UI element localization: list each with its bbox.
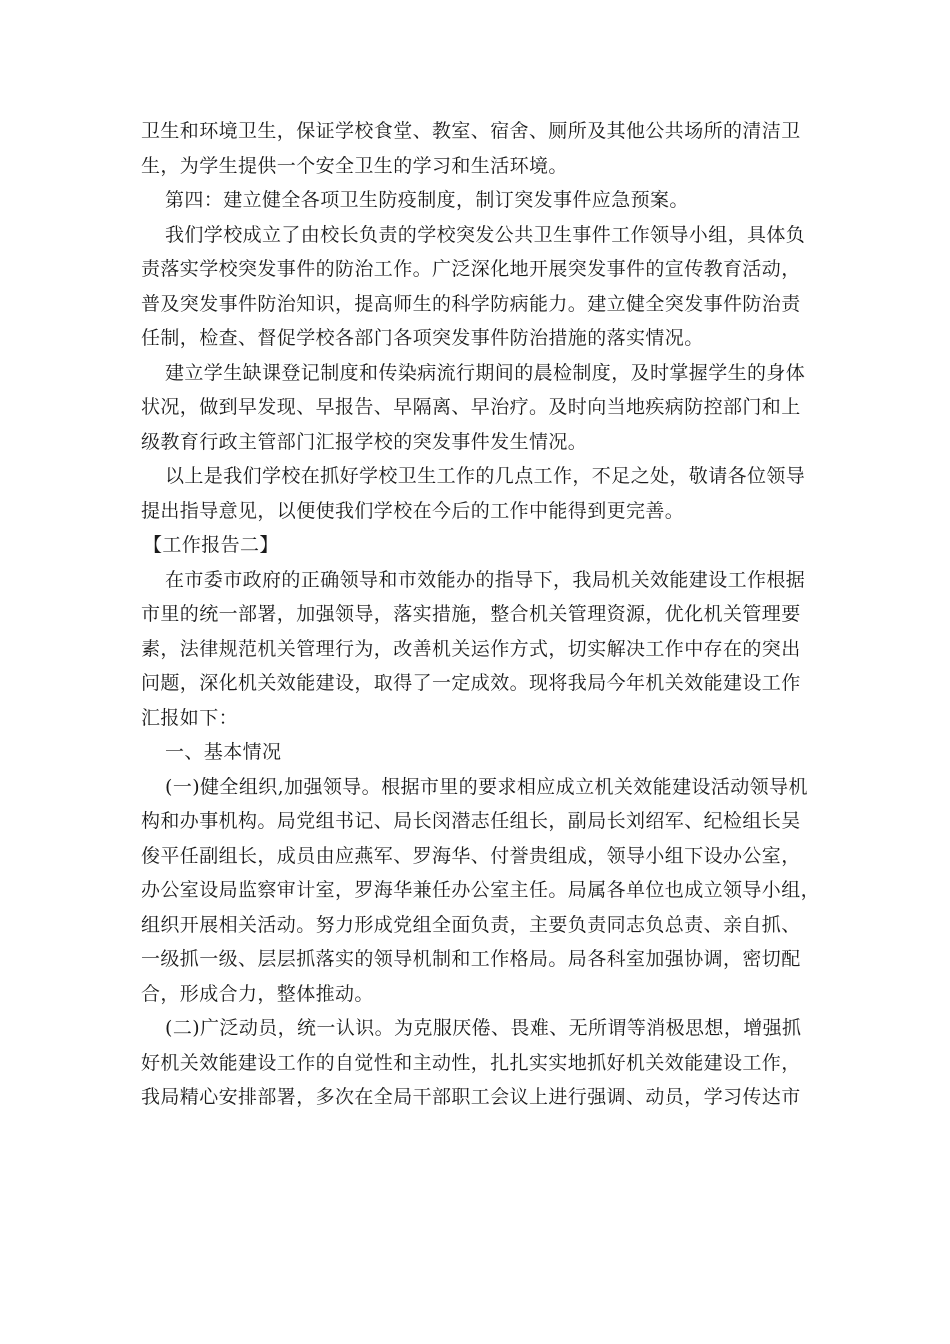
text-line: 任制，检查、督促学校各部门各项突发事件防治措施的落实情况。 bbox=[141, 327, 704, 349]
text-line: 合，形成合力，整体推动。 bbox=[141, 982, 374, 1005]
text-line: 汇报如下： bbox=[141, 706, 239, 729]
section-heading: 一、基本情况 bbox=[165, 741, 282, 763]
paragraph-start: (一)健全组织,加强领导。根据市里的要求相应成立机关效能建设活动领导机 bbox=[165, 775, 808, 798]
text-line: 俊平任副组长，成员由应燕军、罗海华、付誉贵组成，领导小组下设办公室， bbox=[141, 844, 801, 867]
text-line: 我局精心安排部署，多次在全局干部职工会议上进行强调、动员，学习传达市 bbox=[141, 1086, 801, 1108]
text-line: 状况，做到早发现、早报告、早隔离、早治疗。及时向当地疾病防控部门和上 bbox=[141, 396, 801, 418]
text-line: 提出指导意见，以便使我们学校在今后的工作中能得到更完善。 bbox=[141, 499, 685, 522]
text-line: 素，法律规范机关管理行为，改善机关运作方式，切实解决工作中存在的突出 bbox=[141, 637, 801, 660]
text-line: 市里的统一部署，加强领导，落实措施，整合机关管理资源，优化机关管理要 bbox=[141, 603, 801, 625]
text-line: 生，为学生提供一个安全卫生的学习和生活环境。 bbox=[141, 154, 568, 177]
paragraph-start: (二)广泛动员，统一认识。为克服厌倦、畏难、无所谓等消极思想，增强抓 bbox=[165, 1017, 802, 1039]
paragraph-start: 我们学校成立了由校长负责的学校突发公共卫生事件工作领导小组，具体负 bbox=[165, 223, 806, 246]
text-line: 问题，深化机关效能建设，取得了一定成效。现将我局今年机关效能建设工作 bbox=[141, 672, 801, 694]
text-line: 办公室设局监察审计室，罗海华兼任办公室主任。局属各单位也成立领导小组， bbox=[141, 879, 821, 901]
paragraph-start: 在市委市政府的正确领导和市效能办的指导下，我局机关效能建设工作根据 bbox=[165, 568, 806, 591]
text-line: 好机关效能建设工作的自觉性和主动性，扎扎实实地抓好机关效能建设工作， bbox=[141, 1051, 801, 1074]
text-line: 构和办事机构。局党组书记、局长闵潜志任组长，副局长刘绍军、纪检组长吴 bbox=[141, 810, 801, 832]
text-line: 组织开展相关活动。努力形成党组全面负责，主要负责同志负总责、亲自抓、 bbox=[141, 913, 801, 936]
paragraph-start: 以上是我们学校在抓好学校卫生工作的几点工作，不足之处，敬请各位领导 bbox=[165, 465, 806, 487]
text-line: 责落实学校突发事件的防治工作。广泛深化地开展突发事件的宣传教育活动， bbox=[141, 258, 801, 280]
report-title: 【工作报告二】 bbox=[143, 534, 279, 556]
document-body bbox=[141, 114, 821, 1115]
paragraph-start: 建立学生缺课登记制度和传染病流行期间的晨检制度，及时掌握学生的身体 bbox=[165, 361, 806, 384]
section-heading: 第四：建立健全各项卫生防疫制度，制订突发事件应急预案。 bbox=[165, 189, 689, 211]
text-line: 级教育行政主管部门汇报学校的突发事件发生情况。 bbox=[141, 430, 588, 453]
text-line: 一级抓一级、层层抓落实的领导机制和工作格局。局各科室加强协调，密切配 bbox=[141, 948, 801, 970]
text-line: 普及突发事件防治知识，提高师生的科学防病能力。建立健全突发事件防治责 bbox=[141, 292, 801, 315]
text-line: 卫生和环境卫生，保证学校食堂、教室、宿舍、厕所及其他公共场所的清洁卫 bbox=[141, 120, 801, 142]
